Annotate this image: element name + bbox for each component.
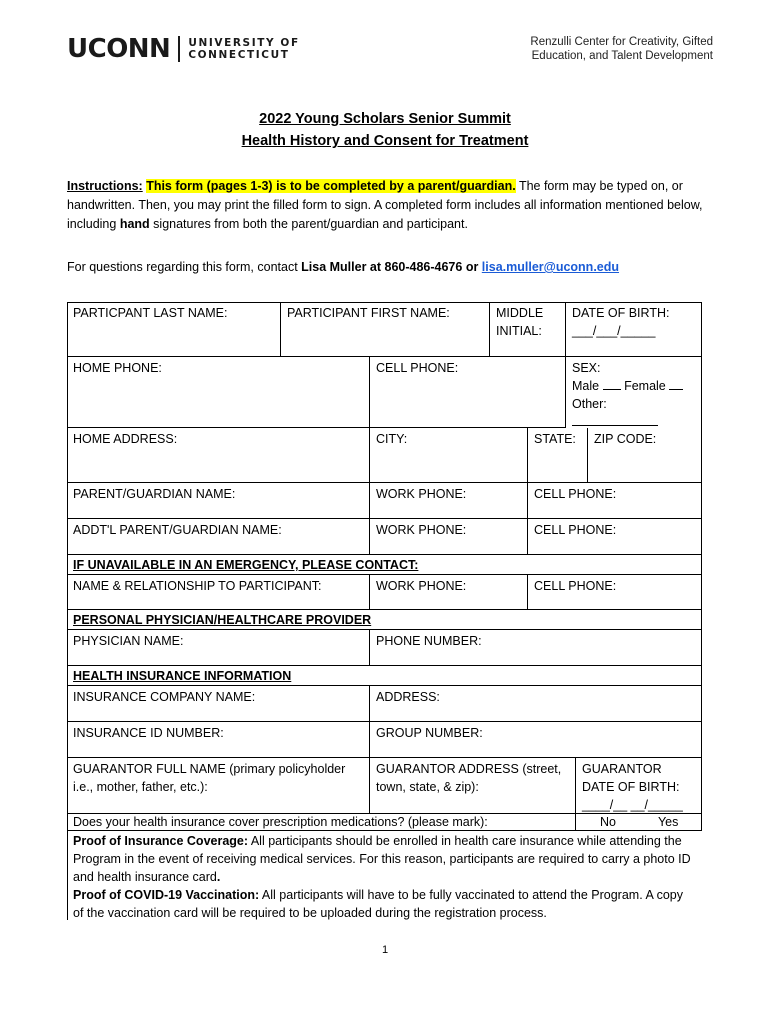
field-physician-name[interactable] [67, 630, 370, 666]
proof-insurance-label: Proof of Insurance Coverage: [73, 834, 249, 848]
field-insurance-address[interactable] [370, 686, 702, 722]
field-home-phone[interactable] [67, 357, 370, 428]
field-city[interactable] [370, 428, 528, 483]
field-parent-work-phone[interactable] [370, 483, 528, 519]
page-number: 1 [381, 944, 389, 956]
field-first-name[interactable] [281, 302, 490, 357]
contact-email-link[interactable]: lisa.muller@uconn.edu [481, 260, 620, 274]
instructions-paragraph [67, 177, 707, 234]
parent-cell-phone-label: CELL PHONE: [534, 487, 617, 501]
emergency-work-phone-label: WORK PHONE: [376, 579, 467, 593]
emergency-name-label: NAME & RELATIONSHIP TO PARTICIPANT: [73, 579, 322, 593]
insurance-address-label: ADDRESS: [376, 690, 440, 704]
logo-divider [178, 36, 180, 62]
guarantor-dob-label-2: DATE OF BIRTH: [582, 780, 680, 794]
addtl-work-phone-label: WORK PHONE: [376, 523, 467, 537]
insurance-section-header [67, 666, 702, 686]
logo-wordmark: UCONN [67, 34, 171, 64]
instructions-label: Instructions: [67, 179, 143, 193]
guarantor-address-label-2: town, state, & zip): [376, 780, 479, 794]
addtl-parent-label: ADDT'L PARENT/GUARDIAN NAME: [73, 523, 282, 537]
city-label: CITY: [376, 432, 408, 446]
physician-header-text: PERSONAL PHYSICIAN/HEALTHCARE PROVIDER [73, 613, 372, 627]
field-last-name[interactable] [67, 302, 281, 357]
field-addtl-parent-name[interactable] [67, 519, 370, 555]
field-date-of-birth[interactable] [566, 302, 702, 357]
field-addtl-work-phone[interactable] [370, 519, 528, 555]
sex-male-label: Male [572, 379, 600, 393]
sex-male-blank[interactable] [603, 389, 621, 390]
guarantor-dob-blank: ____/__ __/_____ [582, 798, 683, 812]
proof-insurance-paragraph [67, 832, 702, 886]
field-emergency-name[interactable] [67, 575, 370, 610]
field-addtl-cell-phone[interactable] [528, 519, 702, 555]
instructions-highlight: This form (pages 1-3) is to be completed by a parent/guardian. [146, 179, 516, 193]
rx-yes-option[interactable]: Yes [657, 815, 679, 829]
department-name [530, 35, 713, 63]
emergency-header-text: IF UNAVAILABLE IN AN EMERGENCY, PLEASE CONTACT: [73, 558, 419, 572]
title-line-1: 2022 Young Scholars Senior Summit [259, 111, 511, 127]
field-zip[interactable] [588, 428, 702, 483]
field-emergency-cell-phone[interactable] [528, 575, 702, 610]
proof-covid-paragraph [67, 886, 702, 922]
guarantor-name-label-1: GUARANTOR FULL NAME (primary policyholder [73, 762, 346, 776]
home-phone-label: HOME PHONE: [73, 361, 162, 375]
dob-label: DATE OF BIRTH: [572, 306, 670, 320]
middle-initial-label-1: MIDDLE [496, 306, 544, 320]
field-guarantor-address[interactable] [370, 758, 576, 814]
addtl-cell-phone-label: CELL PHONE: [534, 523, 617, 537]
guarantor-dob-label-1: GUARANTOR [582, 762, 662, 776]
dob-blank: ___/___/_____ [572, 324, 656, 338]
department-line-2: Education, and Talent Development [531, 50, 713, 62]
field-guarantor-name[interactable] [67, 758, 370, 814]
proof-covid-text: All participants will have to be fully vaccinated to attend the Program. A copy of the vaccination card will be required to be uploaded during the registration process. [73, 888, 683, 920]
guarantor-name-label-2: i.e., mother, father, etc.): [73, 780, 208, 794]
logo-line-2: CONNECTICUT [188, 49, 290, 61]
rx-question [67, 814, 576, 831]
proof-insurance-end: . [216, 870, 221, 884]
field-middle-initial[interactable] [490, 302, 566, 357]
emergency-cell-phone-label: CELL PHONE: [534, 579, 617, 593]
insurance-header-text: HEALTH INSURANCE INFORMATION [73, 669, 292, 683]
sex-other-label: Other: [572, 397, 607, 411]
field-home-address[interactable] [67, 428, 370, 483]
rx-question-text: Does your health insurance cover prescription medications? (please mark): [73, 815, 488, 829]
field-physician-phone[interactable] [370, 630, 702, 666]
form-title [0, 108, 770, 152]
questions-contact: Lisa Muller at 860-486-4676 or [301, 260, 482, 274]
cell-phone-label: CELL PHONE: [376, 361, 459, 375]
field-emergency-work-phone[interactable] [370, 575, 528, 610]
sex-female-label: Female [624, 379, 666, 393]
field-parent-name[interactable] [67, 483, 370, 519]
zip-label: ZIP CODE: [594, 432, 657, 446]
proof-covid-label: Proof of COVID-19 Vaccination: [73, 888, 260, 902]
parent-work-phone-label: WORK PHONE: [376, 487, 467, 501]
sex-other-blank[interactable] [572, 425, 658, 426]
department-line-1: Renzulli Center for Creativity, Gifted [530, 36, 713, 48]
uconn-logo [67, 34, 300, 64]
state-label: STATE: [534, 432, 576, 446]
questions-line [67, 258, 707, 277]
first-name-label: PARTICIPANT FIRST NAME: [287, 306, 450, 320]
questions-prefix: For questions regarding this form, contact [67, 260, 302, 274]
emergency-section-header [67, 555, 702, 575]
sex-female-blank[interactable] [669, 389, 683, 390]
physician-section-header [67, 610, 702, 630]
field-parent-cell-phone[interactable] [528, 483, 702, 519]
physician-phone-label: PHONE NUMBER: [376, 634, 482, 648]
physician-name-label: PHYSICIAN NAME: [73, 634, 184, 648]
insurance-company-label: INSURANCE COMPANY NAME: [73, 690, 256, 704]
middle-initial-label-2: INITIAL: [496, 324, 542, 338]
field-group-number[interactable] [370, 722, 702, 758]
proof-insurance-text: All participants should be enrolled in health care insurance while attending the Program in the event of receiving medical services. For this reason, participants are required to carry a photo ID and health insurance card [73, 834, 691, 884]
insurance-id-label: INSURANCE ID NUMBER: [73, 726, 224, 740]
title-line-2: Health History and Consent for Treatment [241, 133, 529, 149]
logo-subtext [188, 37, 299, 61]
logo-line-1: UNIVERSITY OF [188, 37, 300, 49]
parent-name-label: PARENT/GUARDIAN NAME: [73, 487, 236, 501]
guarantor-address-label-1: GUARANTOR ADDRESS (street, [376, 762, 562, 776]
sex-label: SEX: [572, 361, 601, 375]
home-address-label: HOME ADDRESS: [73, 432, 178, 446]
instructions-text-2: signatures from both the parent/guardian and participant. [149, 217, 468, 231]
last-name-label: PARTICPANT LAST NAME: [73, 306, 228, 320]
instructions-bold-word: hand [119, 217, 150, 231]
rx-no-option[interactable]: No [600, 815, 616, 829]
field-state[interactable] [528, 428, 588, 483]
rx-options[interactable] [576, 814, 702, 831]
field-guarantor-dob[interactable] [576, 758, 702, 814]
field-insurance-company[interactable] [67, 686, 370, 722]
field-insurance-id[interactable] [67, 722, 370, 758]
field-sex[interactable] [566, 357, 702, 428]
group-number-label: GROUP NUMBER: [376, 726, 483, 740]
instructions-text-1: The form may be typed on, or handwritten. Then, you may print the filled form to sign. A completed form includes all information mentioned below, including [67, 179, 703, 231]
field-cell-phone[interactable] [370, 357, 566, 428]
